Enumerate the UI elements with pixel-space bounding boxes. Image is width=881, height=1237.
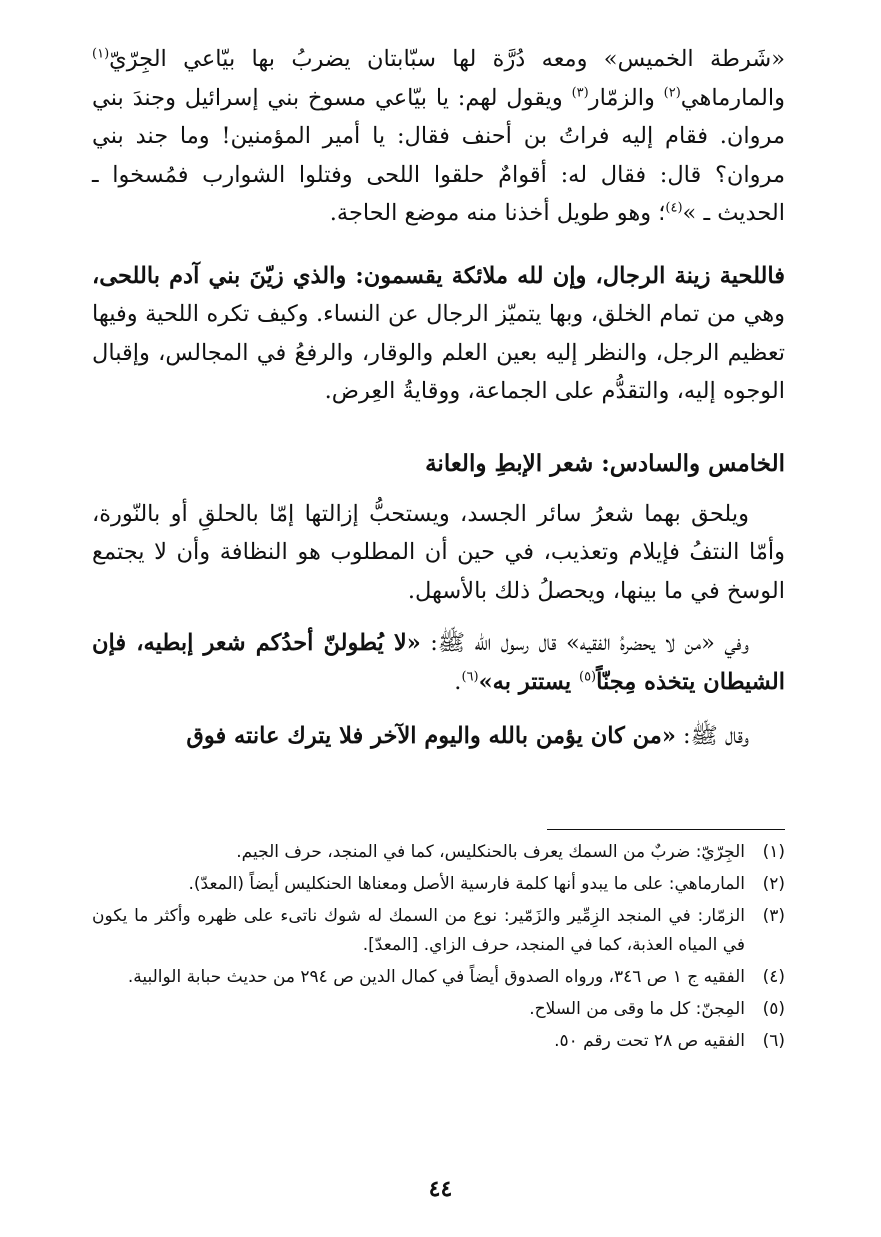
footnote-text: الفقيه ص ٢٨ تحت رقم ٥٠. bbox=[554, 1031, 745, 1051]
paragraph-text: وفي «من لا يحضرهُ الفقيه» قال رسول الله ﷺ: bbox=[420, 630, 749, 656]
footnote-item bbox=[92, 963, 785, 992]
footnote-ref-6: (٦) bbox=[461, 669, 479, 684]
footnote-text: المِجنّ: كل ما وقى من السلاح. bbox=[529, 999, 745, 1019]
bold-text: «من كان يؤمن بالله واليوم الآخر فلا يترك عانته فوق bbox=[186, 723, 676, 749]
footnote-ref-1: (١) bbox=[92, 46, 110, 62]
paragraph-hadith-quote bbox=[92, 40, 785, 233]
paragraph-text: . bbox=[454, 668, 462, 695]
footnote-number: (٣) bbox=[762, 906, 785, 926]
paragraph-body-hair: ويلحق بهما شعرُ سائر الجسد، ويستحبُّ إزالتها إمّا بالحلقِ أو بالنّورة، وأمّا النتفُ فإيلام وتعذيب، في حين أن المطلوب هو النظافة وأن لا يجتمع الوسخ في ما بينها، ويحصلُ ذلك بالأسهل. bbox=[92, 500, 785, 604]
footnote-item bbox=[92, 1027, 785, 1056]
footnote-item bbox=[92, 870, 785, 899]
footnote-ref-3: (٣) bbox=[571, 85, 589, 100]
paragraph-faqih-quote bbox=[92, 624, 785, 701]
footnote-item bbox=[92, 838, 785, 867]
footnote-item bbox=[92, 902, 785, 960]
paragraph-text: والزمّار bbox=[588, 84, 664, 111]
footnote-number: (٤) bbox=[762, 967, 785, 987]
bold-text: فاللحية زينة الرجال، وإن لله ملائكة يقسمون: والذي زيّنَ بني آدم باللحى، bbox=[92, 262, 785, 289]
footnotes-list bbox=[92, 838, 785, 1059]
footnote-number: (٦) bbox=[762, 1031, 785, 1051]
paragraph-text: ويقول لهم: يا بيّاعي مسوخ بني إسرائيل وجندَ بني مروان. فقام إليه فراتُ بن أحنف فقال: يا أمير المؤمنين! وما جند بني مروان؟ قال: فقال له: أقوامٌ حلقوا اللحى وفتلوا الشوارب فمُسخوا ـ الحديث ـ » bbox=[92, 84, 785, 226]
bold-text: «لا يُطولنّ أحدُكم شعر إبطيه، فإن الشيطان يتخذه مِجنّاً bbox=[92, 630, 785, 695]
footnote-number: (٥) bbox=[762, 999, 785, 1019]
footnote-number: (١) bbox=[762, 842, 785, 862]
page-body bbox=[92, 40, 785, 756]
footnote-ref-4: (٤) bbox=[665, 200, 683, 216]
footnote-text: الفقيه ج ١ ص ٣٤٦، ورواه الصدوق أيضاً في كمال الدين ص ٢٩٤ من حديث حبابة الوالبية. bbox=[127, 967, 745, 987]
footnote-text: الزمّار: في المنجد الزِمِّير والزَمّير: نوع من السمك له شوك ناتىء على ظهره وأكثر ما يكون في المياه العذبة، كما في المنجد، حرف الزاي. [المعدّ]. bbox=[92, 906, 745, 955]
paragraph-text: والمارماهي bbox=[680, 84, 786, 111]
page-number: ٤٤ bbox=[428, 1176, 453, 1202]
paragraph-text: وهي من تمام الخلق، وبها يتميّز الرجال عن النساء. وكيف تكره اللحية وفيها تعظيم الرجل، والنظر إليه بعين العلم والوقار، والرفعُ في المجالس، وإقبال الوجوه إليه، والتقدُّم على الجماعة، ووقايةُ العِرض. bbox=[92, 301, 785, 404]
paragraph-beard bbox=[92, 257, 785, 411]
paragraph-continued-hadith bbox=[92, 717, 785, 756]
bold-text: يستتر به» bbox=[478, 668, 579, 695]
paragraph-text: ؛ وهو طويل أخذنا منه موضع الحاجة. bbox=[329, 200, 666, 226]
footnote-number: (٢) bbox=[762, 874, 785, 894]
section-heading: الخامس والسادس: شعر الإبطِ والعانة bbox=[425, 449, 785, 477]
paragraph-text: «شَرطة الخميس» ومعه دُرَّة لها سبّابتان يضربُ بها بيّاعي الجِرّيّ bbox=[109, 46, 785, 72]
footnote-ref-2: (٢) bbox=[663, 85, 681, 100]
footnote-separator bbox=[547, 829, 785, 830]
footnote-ref-5: (٥) bbox=[578, 669, 597, 684]
footnote-text: الجِرّيّ: ضربٌ من السمك يعرف بالحنكليس، كما في المنجد، حرف الجيم. bbox=[236, 842, 745, 862]
paragraph-text: وقال ﷺ: bbox=[675, 723, 749, 749]
footnote-item bbox=[92, 995, 785, 1024]
footnote-text: المارماهي: على ما يبدو أنها كلمة فارسية الأصل ومعناها الحنكليس أيضاً (المعدّ). bbox=[188, 874, 745, 894]
